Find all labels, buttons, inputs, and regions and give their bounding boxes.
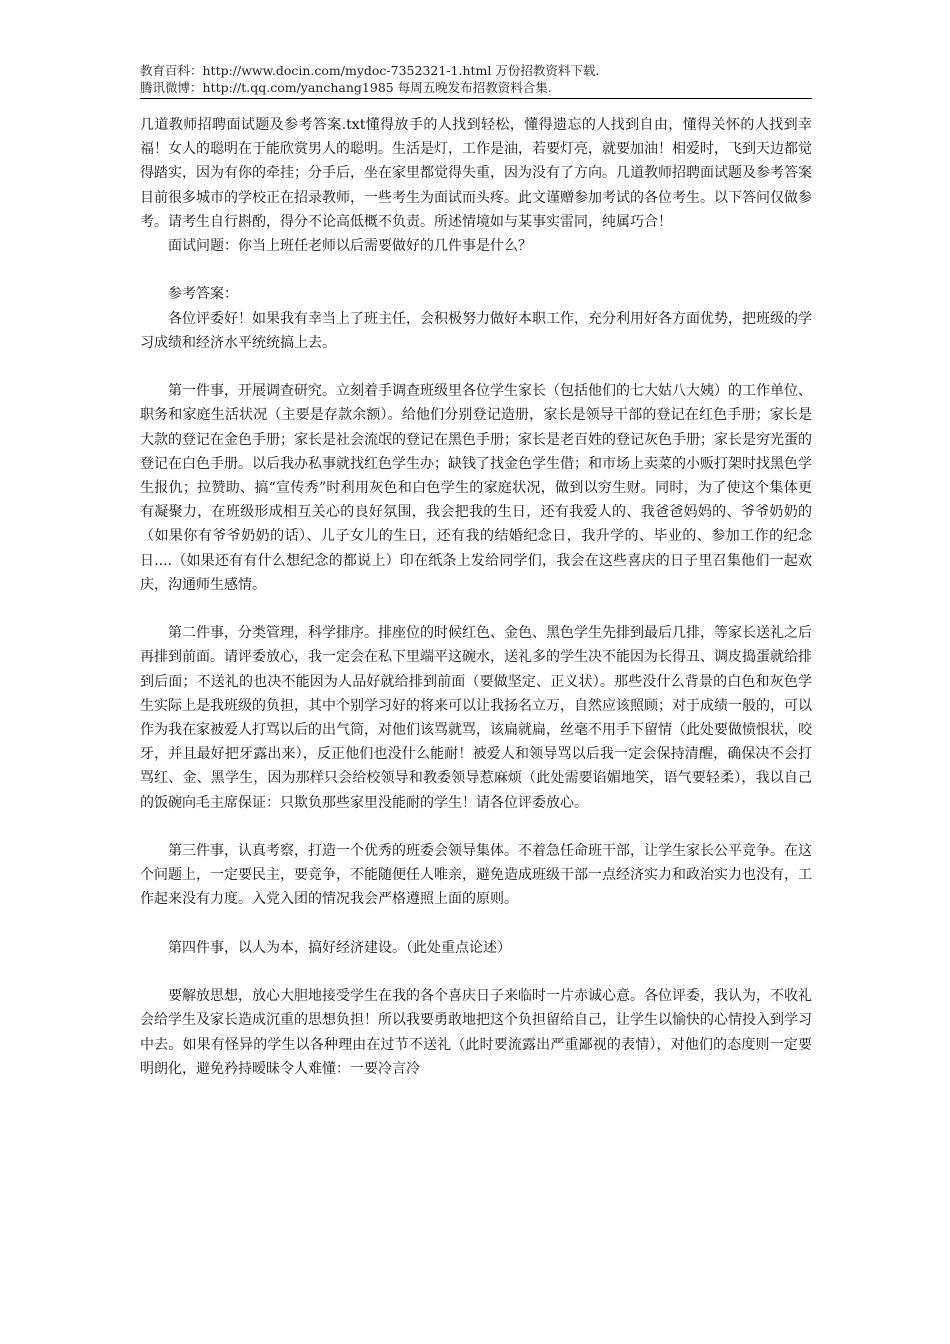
header-divider (140, 98, 812, 99)
page-header (140, 62, 812, 96)
document-body (140, 113, 812, 1081)
answer-heading: 参考答案： (168, 286, 238, 303)
point-three-paragraph: 第三件事，认真考察，打造一个优秀的班委会领导集体。不着急任命班干部，让学生家长公平竞争。在这个问题上，一定要民主，要竞争，不能随便任人唯亲，避免造成班级干部一点经济实力和政治实力也没有，工作起来没有力度。入党入团的情况我会严格遵照上面的原则。 (140, 843, 812, 908)
point-four-heading: 第四件事，以人为本，搞好经济建设。（此处重点论述） (168, 939, 511, 956)
interview-question: 面试问题：你当上班任老师以后需要做好的几件事是什么？ (168, 238, 532, 255)
document-page (140, 0, 812, 1081)
point-one-paragraph: 第一件事，开展调查研究。立刻着手调查班级里各位学生家长（包括他们的七大姑八大姨）的工作单位、职务和家庭生活状况（主要是存款余额）。给他们分别登记造册，家长是领导干部的登记在红色手册；家长是大款的登记在金色手册；家长是社会流氓的登记在黑色手册；家长是老百姓的登记灰色手册；家长是穷光蛋的登记在白色手册。以后我办私事就找红色学生办；缺钱了找金色学生借；和市场上卖菜的小贩打架时找黑色学生报仇；拉赞助、搞“宣传秀”时利用灰色和白色学生的家庭状况，做到以穷生财。同时，为了使这个集体更有凝聚力，在班级形成相互关心的良好氛围，我会把我的生日，还有我爱人的、我爸爸妈妈的、爷爷奶奶的（如果你有爷爷奶奶的话）、儿子女儿的生日，还有我的结婚纪念日，我升学的、毕业的、参加工作的纪念日....（如果还有有什么想纪念的都说上）印在纸条上发给同学们，我会在这些喜庆的日子里召集他们一起欢庆，沟通师生感情。 (140, 383, 812, 593)
header-line-docin: 教育百科：http://www.docin.com/mydoc-7352321-1.html 万份招教资料下载. (140, 63, 600, 78)
point-four-paragraph: 要解放思想，放心大胆地接受学生在我的各个喜庆日子来临时一片赤诚心意。各位评委，我认为，不收礼会给学生及家长造成沉重的思想负担！所以我要勇敢地把这个负担留给自己，让学生以愉快的心情投入到学习中去。如果有怪异的学生以各种理由在过节不送礼（此时要流露出严重鄙视的表情），对他们的态度则一定要明朗化，避免矜持暧昧令人难懂：一要冷言冷 (140, 988, 812, 1077)
answer-opening: 各位评委好！如果我有幸当上了班主任，会积极努力做好本职工作，充分利用好各方面优势，把班级的学习成绩和经济水平统统搞上去。 (140, 310, 812, 351)
point-two-paragraph: 第二件事，分类管理，科学排序。排座位的时候红色、金色、黑色学生先排到最后几排，等家长送礼之后再排到前面。请评委放心，我一定会在私下里端平这碗水，送礼多的学生决不能因为长得丑、调皮捣蛋就给排到后面；不送礼的也决不能因为人品好就给排到前面（要做坚定、正义状）。那些没什么背景的白色和灰色学生实际上是我班级的负担，其中个别学习好的将来可以让我扬名立万，自然应该照顾；对于成绩一般的，可以作为我在家被爱人打骂以后的出气筒，对他们该骂就骂，该扁就扁，丝毫不用手下留情（此处要做愤恨状，咬牙，并且最好把牙露出来），反正他们也没什么能耐！被爱人和领导骂以后我一定会保持清醒，确保决不会打骂红、金、黑学生，因为那样只会给校领导和教委领导惹麻烦（此处需要谄媚地笑，语气要轻柔），我以自己的饭碗向毛主席保证：只欺负那些家里没能耐的学生！请各位评委放心。 (140, 625, 812, 811)
header-line-weibo: 腾讯微博：http://t.qq.com/yanchang1985 每周五晚发布招教资料合集. (140, 80, 552, 95)
intro-paragraph: 几道教师招聘面试题及参考答案.txt懂得放手的人找到轻松，懂得遗忘的人找到自由，懂得关怀的人找到幸福！女人的聪明在于能欣赏男人的聪明。生活是灯，工作是油，若要灯亮，就要加油！相爱时，飞到天边都觉得踏实，因为有你的牵挂；分手后，坐在家里都觉得失重，因为没有了方向。几道教师招聘面试题及参考答案 (140, 117, 812, 182)
preface-paragraph: 目前很多城市的学校正在招录教师，一些考生为面试而头疼。此文谨赠参加考试的各位考生。以下答问仅做参考。请考生自行斟酌，得分不论高低概不负责。所述情境如与某事实雷同，纯属巧合！ (140, 189, 812, 230)
